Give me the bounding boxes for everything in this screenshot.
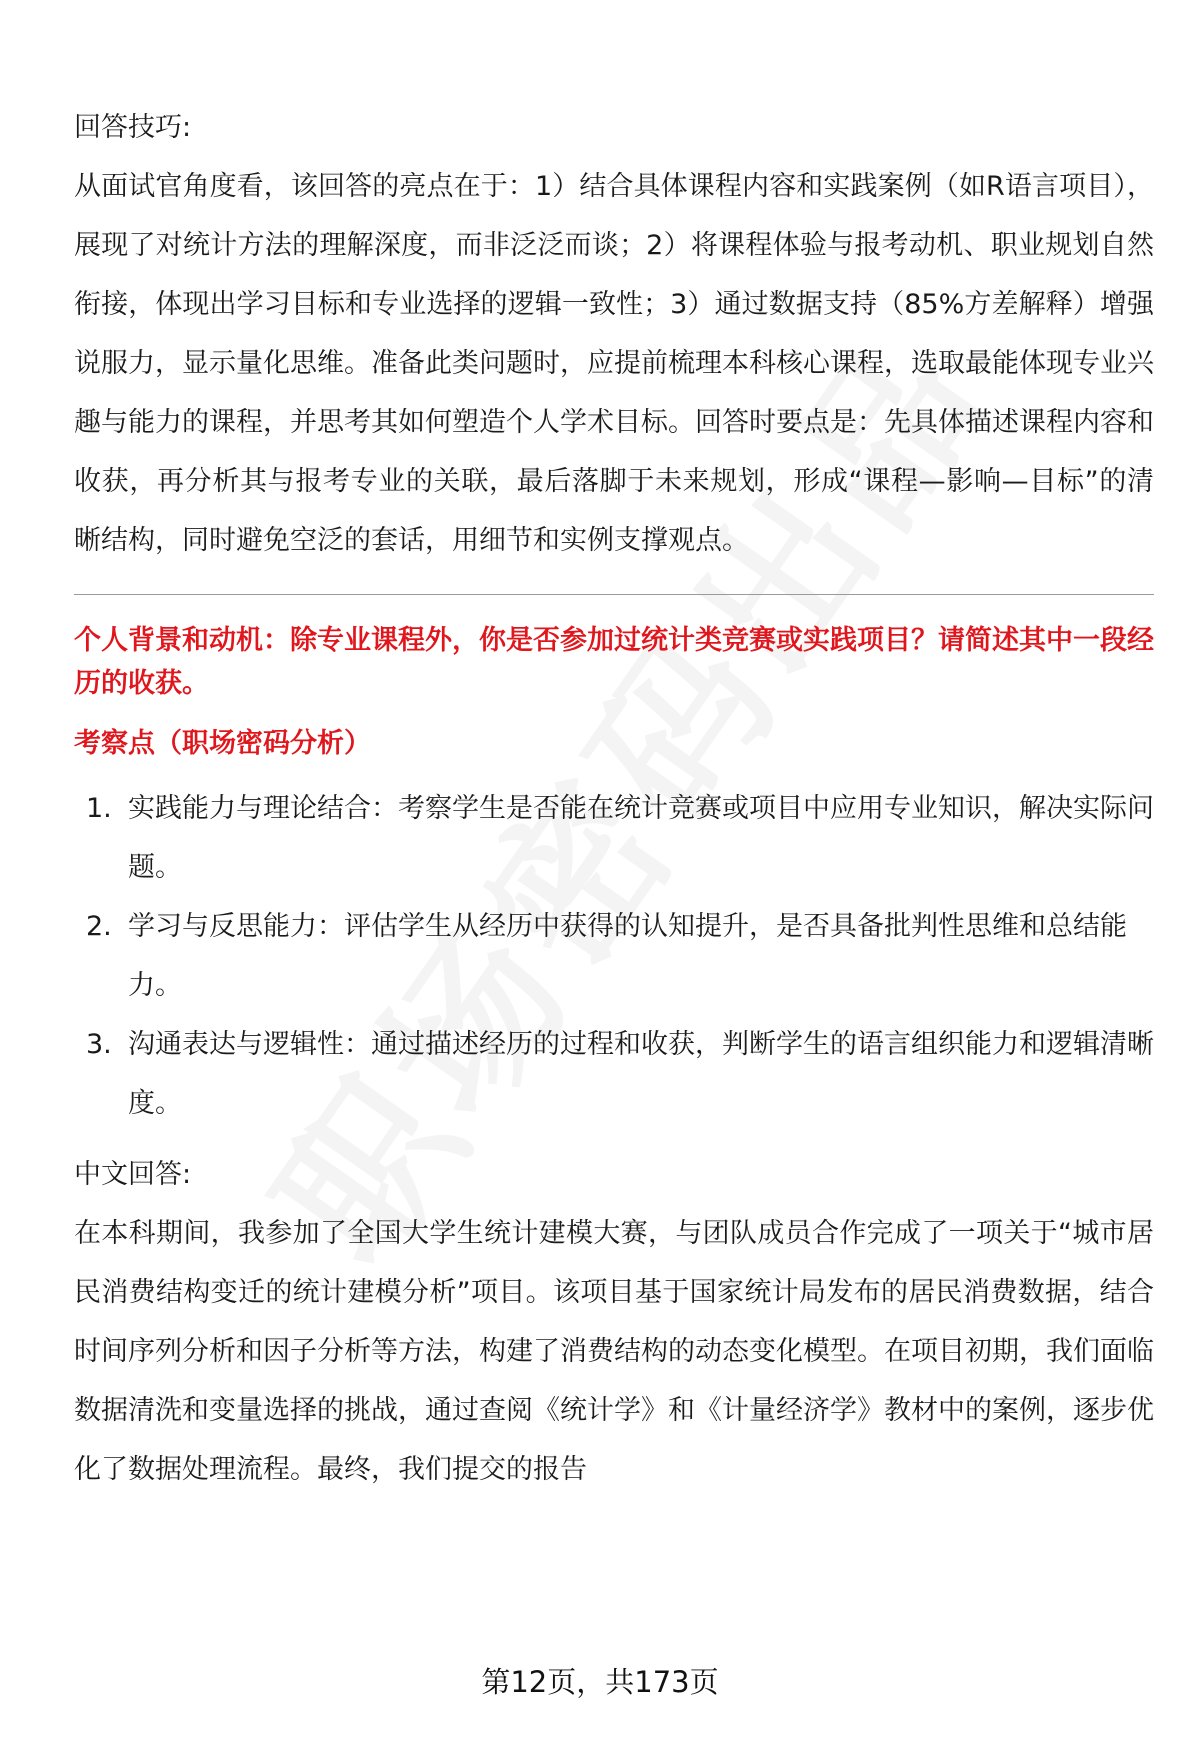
list-item-number: 2. <box>86 911 112 942</box>
list-item-text: 学习与反思能力：评估学生从经历中获得的认知提升，是否具备批判性思维和总结能力。 <box>128 911 1127 1001</box>
tips-paragraph: 从面试官角度看，该回答的亮点在于：1）结合具体课程内容和实践案例（如R语言项目），展现了对统计方法的理解深度，而非泛泛而谈；2）将课程体验与报考动机、职业规划自然衔接，体现出学习目标和专业选择的逻辑一致性；3）通过数据支持（85%方差解释）增强说服力，显示量化思维。准备此类问题时，应提前梳理本科核心课程，选取最能体现专业兴趣与能力的课程，并思考其如何塑造个人学术目标。回答时要点是：先具体描述课程内容和收获，再分析其与报考专业的关联，最后落脚于未来规划，形成“课程—影响—目标”的清晰结构，同时避免空泛的套话，用细节和实例支撑观点。 <box>74 171 1154 556</box>
question-heading: 个人背景和动机：除专业课程外，你是否参加过统计类竞赛或实践项目？请简述其中一段经历的收获。 <box>74 625 1154 699</box>
list-item-number: 1. <box>86 793 112 824</box>
list-item <box>74 897 1154 1015</box>
points-list <box>74 779 1154 1133</box>
points-heading: 考察点（职场密码分析） <box>74 728 371 759</box>
list-item <box>74 1015 1154 1133</box>
list-item-number: 3. <box>86 1029 112 1060</box>
tips-label: 回答技巧: <box>74 112 192 143</box>
list-item-text: 实践能力与理论结合：考察学生是否能在统计竞赛或项目中应用专业知识，解决实际问题。 <box>128 793 1154 883</box>
answer-label: 中文回答: <box>74 1159 192 1190</box>
answer-paragraph: 在本科期间，我参加了全国大学生统计建模大赛，与团队成员合作完成了一项关于“城市居民消费结构变迁的统计建模分析”项目。该项目基于国家统计局发布的居民消费数据，结合时间序列分析和因子分析等方法，构建了消费结构的动态变化模型。在项目初期，我们面临数据清洗和变量选择的挑战，通过查阅《统计学》和《计量经济学》教材中的案例，逐步优化了数据处理流程。最终，我们提交的报告 <box>74 1218 1154 1485</box>
list-item-text: 沟通表达与逻辑性：通过描述经历的过程和收获，判断学生的语言组织能力和逻辑清晰度。 <box>128 1029 1154 1119</box>
page-number-footer: 第12页，共173页 <box>481 1665 719 1699</box>
page-content <box>74 98 1154 1499</box>
list-item <box>74 779 1154 897</box>
section-divider <box>74 594 1154 595</box>
